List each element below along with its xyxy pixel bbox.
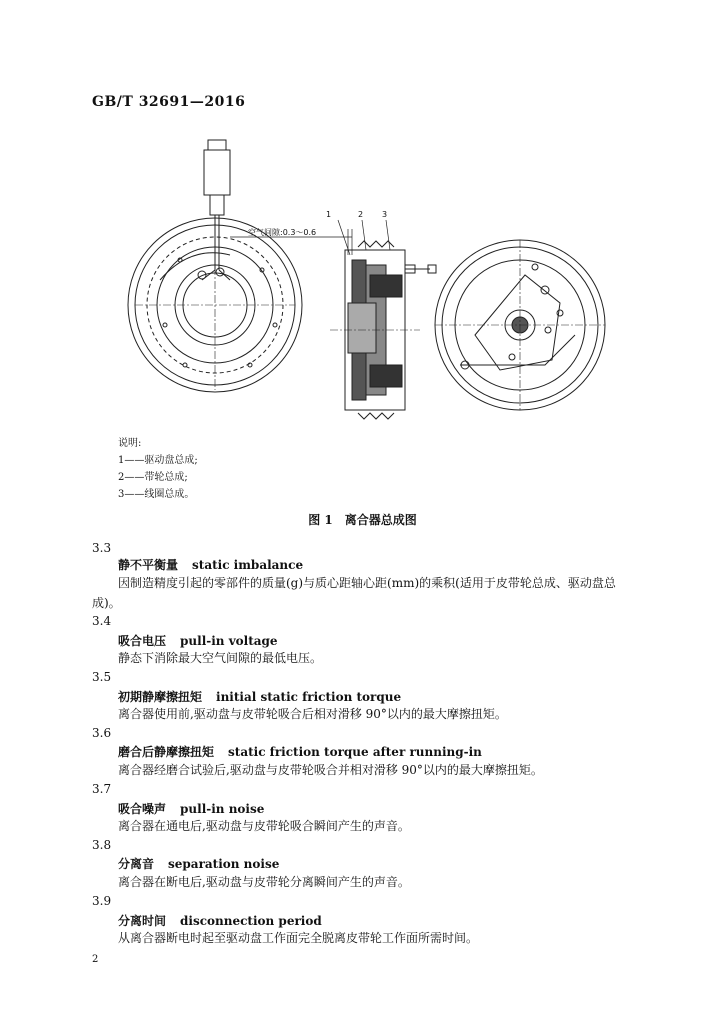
- callout-3: 3: [382, 210, 388, 219]
- term-cn: 分离时间: [118, 914, 167, 928]
- term-heading: [118, 743, 482, 760]
- term-heading: [118, 556, 303, 573]
- term-en: initial static friction torque: [216, 690, 402, 704]
- callout-2: 2: [358, 210, 364, 219]
- term-cn: 吸合电压: [118, 634, 167, 648]
- standard-id: GB/T 32691—2016: [92, 94, 246, 110]
- term-heading: [118, 855, 279, 872]
- clutch-assembly-drawing: [120, 125, 620, 430]
- airgap-label: 空气间隙:0.3～0.6: [248, 228, 317, 237]
- term-definition: 离合器经磨合试验后,驱动盘与皮带轮吸合并相对滑移 90°以内的最大摩擦扭矩。: [118, 763, 543, 777]
- term-en: disconnection period: [180, 914, 322, 928]
- term-definition: 离合器使用前,驱动盘与皮带轮吸合后相对滑移 90°以内的最大摩擦扭矩。: [118, 707, 507, 721]
- left-view: [128, 218, 302, 392]
- term-cn: 磨合后静摩擦扭矩: [118, 745, 215, 759]
- legend-item-3: 3——线圈总成。: [118, 489, 195, 500]
- term-en: pull-in noise: [180, 802, 265, 816]
- term-definition: 从离合器断电时起至驱动盘工作面完全脱离皮带轮工作面所需时间。: [118, 931, 479, 945]
- legend-item-2: 2——带轮总成;: [118, 472, 188, 483]
- legend-item-1: 1——驱动盘总成;: [118, 455, 198, 466]
- term-cn: 吸合噪声: [118, 802, 167, 816]
- term-definition: 离合器在断电后,驱动盘与皮带轮分离瞬间产生的声音。: [118, 875, 410, 889]
- term-en: separation noise: [168, 857, 280, 871]
- section-number: 3.4: [92, 614, 112, 628]
- section-number: 3.9: [92, 894, 112, 908]
- term-definition: 因制造精度引起的零部件的质量(g)与质心距轴心距(mm)的乘积(适用于皮带轮总成、驱动盘总: [118, 576, 616, 590]
- connector-drawing: [202, 140, 230, 280]
- term-cn: 初期静摩擦扭矩: [118, 690, 203, 704]
- page-number: 2: [92, 954, 99, 965]
- term-definition: 静态下消除最大空气间隙的最低电压。: [118, 651, 323, 665]
- term-cn: 静不平衡量: [118, 558, 179, 572]
- term-en: static friction torque after running-in: [228, 745, 482, 759]
- term-cn: 分离音: [118, 857, 155, 871]
- term-definition-continued: 成)。: [92, 596, 121, 610]
- term-en: static imbalance: [192, 558, 304, 572]
- term-definition: 离合器在通电后,驱动盘与皮带轮吸合瞬间产生的声音。: [118, 819, 410, 833]
- figure-caption: 图 1 离合器总成图: [308, 513, 417, 527]
- section-view: [230, 220, 436, 419]
- section-number: 3.5: [92, 670, 112, 684]
- section-number: 3.8: [92, 838, 112, 852]
- section-number: 3.7: [92, 782, 112, 796]
- legend-title: 说明:: [118, 438, 142, 449]
- term-en: pull-in voltage: [180, 634, 278, 648]
- section-number: 3.3: [92, 541, 112, 555]
- callout-1: 1: [326, 210, 332, 219]
- right-view: [435, 240, 605, 410]
- section-number: 3.6: [92, 726, 112, 740]
